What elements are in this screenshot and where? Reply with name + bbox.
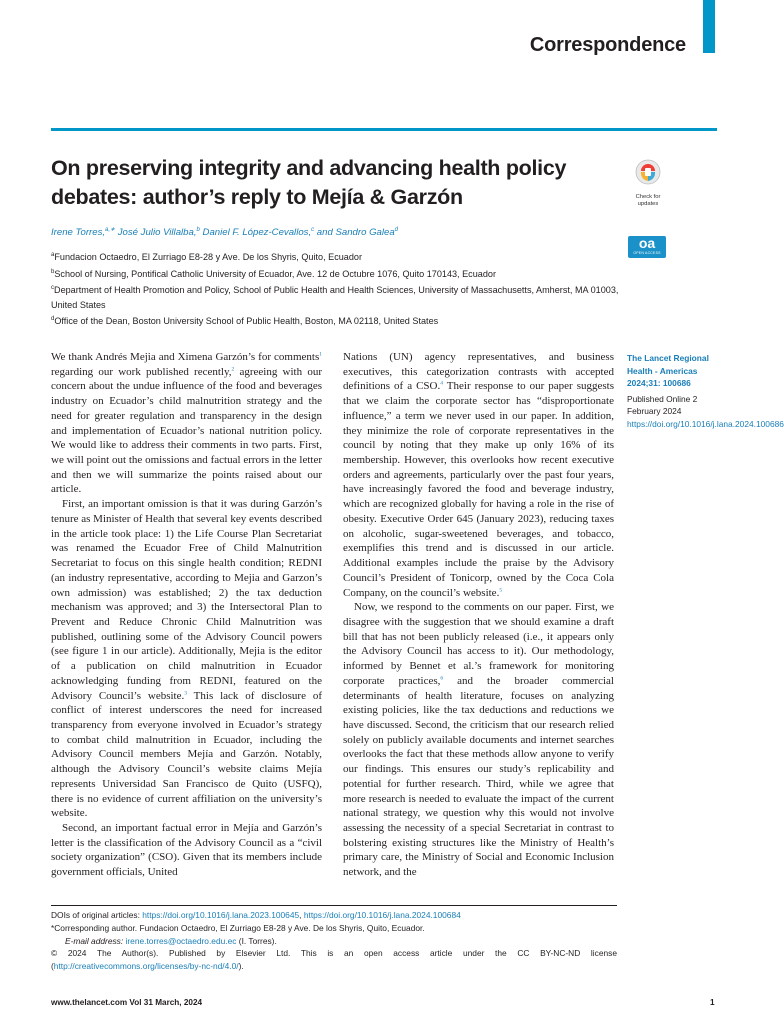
affiliation — [51, 281, 626, 312]
reference-marker[interactable]: 5 — [499, 586, 503, 593]
affiliation-marker: c — [51, 285, 54, 292]
affiliation-text: School of Nursing, Pontifical Catholic University of Ecuador, Ave. 12 de Octubre 1076, Quito 170143, Ecuador — [54, 268, 496, 279]
body-paragraph — [51, 350, 322, 497]
reference-marker[interactable]: 1 — [319, 351, 322, 358]
header-rule — [51, 128, 717, 131]
original-article-doi-1[interactable]: https://doi.org/10.1016/j.lana.2023.100645 — [142, 910, 300, 920]
author-name[interactable]: and Sandro Galea — [314, 227, 395, 239]
body-paragraph — [343, 600, 614, 880]
body-paragraph — [51, 821, 322, 880]
article-doi-link[interactable]: https://doi.org/10.1016/j.lana.2024.100686 — [627, 418, 784, 429]
body-column-left — [51, 350, 322, 880]
reference-marker[interactable]: 6 — [440, 675, 444, 682]
page-number: 1 — [710, 998, 715, 1007]
article-sidebar — [627, 352, 784, 430]
author-affiliation-marker: c — [311, 227, 315, 233]
oa-label: oa — [638, 235, 656, 251]
crossmark-icon — [628, 158, 668, 188]
affiliation — [51, 248, 626, 265]
body-text: regarding our work published recently, — [51, 365, 232, 378]
body-text: Now, we respond to the comments on our paper. First, we disagree with the suggestion that we should examine a draft bill that has not been publicly released (i.e., it appears only the Advisory Council has access to it). Our methodology, informed by Bennet et al.’s framework for monitoring corporate practices, — [343, 601, 614, 687]
section-label: Correspondence — [529, 34, 686, 56]
reference-marker[interactable]: 4 — [440, 380, 443, 387]
body-text: We thank Andrés Mejia and Ximena Garzón’s for comments — [51, 351, 320, 363]
reference-marker[interactable]: 3 — [184, 689, 187, 696]
body-paragraph — [51, 497, 322, 821]
affiliation-marker: d — [51, 316, 55, 323]
body-text: This lack of disclosure of conflict of interest underscores the need for increased transparency from everyone involved in Ecuador’s strategy to combat child malnutrition in Ecuador, including the Advisory Council members Mejía and Garzón. Notably, although the Advisory Council’s website claims Mejía represents Universidad San Francisco de Quito (USFQ), there is no evidence of current affiliation on the university’s website. — [51, 689, 322, 820]
corresponding-author-note: *Corresponding author. Fundacion Octaedro, El Zurriago E8-28 y Ave. De los Shyris, Quito, Ecuador. — [51, 922, 425, 933]
doi-separator: , — [299, 910, 304, 920]
author-list — [51, 226, 398, 238]
open-access-label: OPEN ACCESS — [633, 251, 661, 255]
body-paragraph — [343, 350, 614, 600]
author-affiliation-marker: a,∗ — [105, 227, 116, 233]
open-access-badge — [628, 236, 666, 258]
published-date: Published Online 2 February 2024 — [627, 393, 698, 416]
license-footnote — [51, 947, 617, 973]
crossmark-label: Check for updates — [635, 194, 661, 207]
check-for-updates-badge[interactable] — [628, 158, 668, 207]
reference-marker[interactable]: 2 — [231, 366, 235, 373]
email-footnote — [51, 935, 617, 948]
doi-label: DOIs of original articles: — [51, 910, 143, 920]
original-article-doi-2[interactable]: https://doi.org/10.1016/j.lana.2024.100684 — [303, 910, 461, 920]
body-column-right — [343, 350, 614, 880]
author-name[interactable]: José Julio Villalba, — [115, 227, 197, 239]
affiliation — [51, 265, 626, 282]
body-text: and the broader commercial determinants of health literature, focuses on analyzing existing policies, like the tax deductions and reductions we have discussed. Second, the criticism that our research relied solely on publicly available documents and internet searches overlooks the fact that these methods allow anyone to verify our findings. This ensures our study’s replicability and potential for further research. Third, while we agree that more research is needed to evaluate the impact of the current national strategy, we question why this would not involve assessing the necessity of a special Secretariat in contrast to bolstering existing structures like the Ministry of Health’s primary care, the Ministry of Social and Economic Inclusion network, and the — [343, 674, 614, 879]
affiliation — [51, 312, 626, 329]
author-name[interactable]: Irene Torres, — [51, 227, 106, 239]
email-suffix: (I. Torres). — [236, 935, 277, 946]
affiliation-text: Fundacion Octaedro, El Zurriago E8-28 y Ave. De los Shyris, Quito, Ecuador — [54, 252, 362, 263]
header-accent-bar — [703, 0, 715, 53]
affiliations — [51, 248, 626, 329]
email-label: E-mail address: — [65, 935, 126, 946]
license-suffix: ). — [238, 961, 244, 972]
doi-footnote — [51, 909, 617, 922]
author-name[interactable]: Daniel F. López-Cevallos, — [199, 227, 312, 239]
email-link[interactable]: irene.torres@octaedro.edu.ec — [125, 935, 237, 946]
body-text: Nations (UN) agency representatives, and business executives, this categorization contrasts with accepted definitions of a CSO. — [343, 351, 614, 393]
license-link[interactable]: http://creativecommons.org/licenses/by-nc-nd/4.0/ — [53, 961, 239, 972]
affiliation-marker: b — [51, 268, 55, 275]
body-text: Their response to our paper suggests that we claim the corporate sector has “disproportionate influence,” a term we never used in our paper. In addition, they minimize the role of corporate representatives in the council by noting that they make up only 16% of its membership. However, this overlooks how recent executive orders and agreements, particularly over the past four years, have increasingly favored the food and beverage industry, which are recognized globally for having a role in the rise of obesity. Executive Order 645 (January 2023), reducing taxes on alcoholic, sugar-sweetened beverages, and tobacco, exemplifies this trend and is discussed in our article. Additional examples include the praise by the Advisory Council’s President of Tonicorp, owned by the Coca Cola Company, on the council’s website. — [343, 380, 614, 599]
author-affiliation-marker: b — [196, 227, 200, 233]
journal-footer: www.thelancet.com Vol 31 March, 2024 — [51, 998, 203, 1007]
affiliation-text: Office of the Dean, Boston University School of Public Health, Boston, MA 02118, United States — [54, 316, 439, 327]
footnote-rule — [51, 905, 617, 906]
author-affiliation-marker: d — [394, 227, 399, 233]
footnotes — [51, 909, 617, 973]
affiliation-marker: a — [51, 252, 55, 258]
journal-citation: The Lancet Regional Health - Americas 2024;31: 100686 — [627, 353, 709, 388]
article-title: On preserving integrity and advancing health policy debates: author’s reply to Mejía & Garzón — [51, 156, 567, 209]
body-text: Second, an important factual error in Mejía and Garzón’s letter is the classification of the Advisory Council as a “civil society organization” (CSO). Given that its members include government officials, United — [51, 822, 322, 879]
affiliation-text: Department of Health Promotion and Policy, School of Public Health and Health Sciences, University of Massachusetts, Amherst, MA 01003, United States — [51, 285, 619, 310]
license-text: © 2024 The Author(s). Published by Elsevier Ltd. This is an open access article under the CC BY-NC-ND license ( — [51, 948, 617, 972]
body-text: agreeing with our concern about the undue influence of the food and beverages industry on Ecuador’s child malnutrition strategy and the need for greater regulation and transparency in the design and implementation of Ecuador’s national nutrition policy. We would like to address their comments in two parts. First, we will point out the omissions and factual errors in the letter and then we will summarize the points raised about our article. — [51, 365, 322, 496]
body-text: First, an important omission is that it was during Garzón’s tenure as Minister of Health that several key events described in the article took place: 1) the Life Course Plan Secretariat was renamed the Ecuador Free of Child Malnutrition Secretariat to focus on this single health condition; REDNI (an industry representative, according to Mejia and Garzon’s own admission) was established; 2) the tax deduction mechanism was approved; and 3) the Intersectoral Plan to Prevent and Reduce Chronic Child Malnutrition was published, outlining some of the Advisory Council powers (see figure 1 in our article). Additionally, Mejia is the editor of a publication on child malnutrition in Ecuador acknowledging funding from REDNI, featured on the Advisory Council’s website. — [51, 498, 322, 702]
